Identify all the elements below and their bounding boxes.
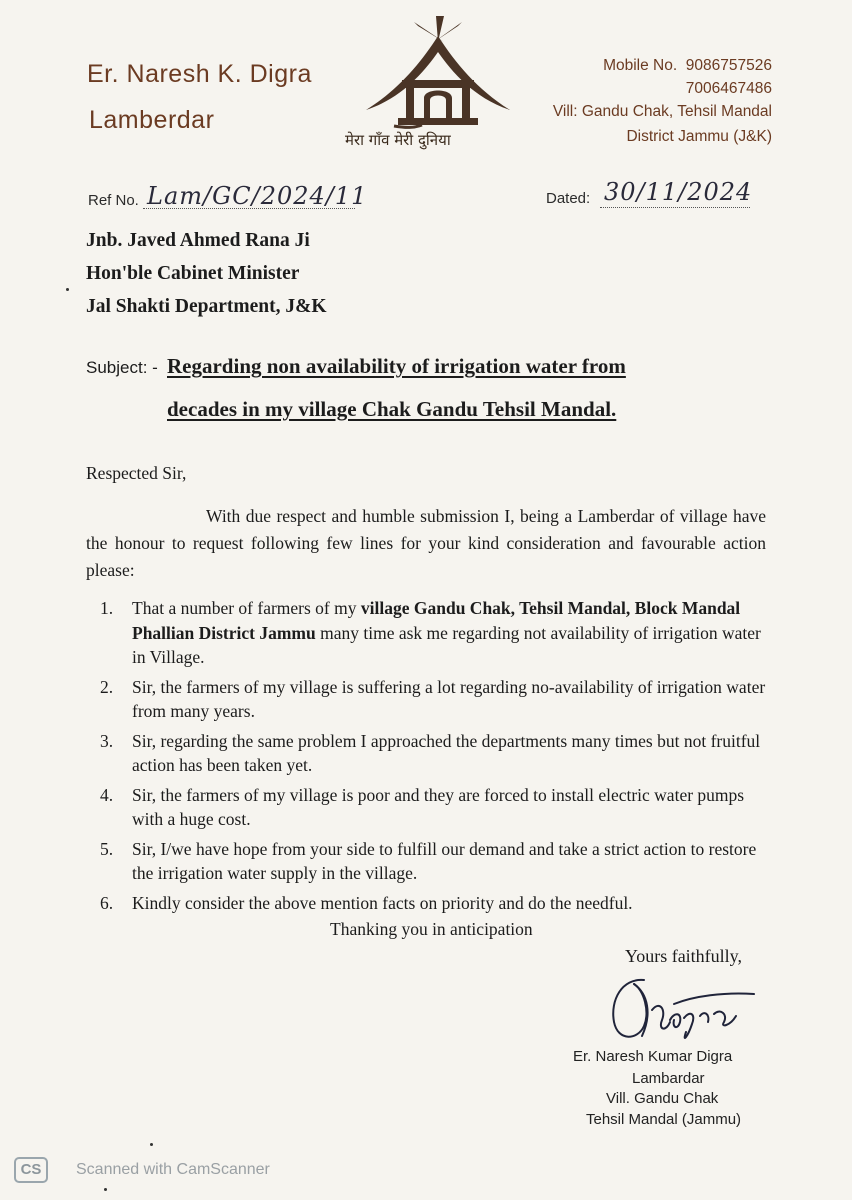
handwritten-signature-icon <box>604 970 764 1050</box>
date-value: 30/11/2024 <box>604 178 753 206</box>
camscanner-logo: CS <box>14 1157 48 1183</box>
salutation: Respected Sir, <box>86 463 187 483</box>
letterhead-mobile-2: 7006467486 <box>685 80 772 97</box>
letterhead-name: Er. Naresh K. Digra <box>87 60 312 88</box>
list-item: 2. Sir, the farmers of my village is suffering a lot regarding no-availability of irrigation water from many years. <box>100 676 766 721</box>
signer-name: Er. Naresh Kumar Digra <box>573 1048 733 1065</box>
date-underline <box>600 207 750 208</box>
ref-number: Lam/GC/2024/11 <box>147 182 368 210</box>
date-label: Dated: <box>546 190 591 207</box>
village-house-logo-icon <box>358 12 518 130</box>
ref-label: Ref No. <box>88 192 139 209</box>
list-item: 1. That a number of farmers of my village Gandu Chak, Tehsil Mandal, Block Mandal Phallian District Jammu many time ask me regarding not availability of irrigation water in Village. <box>100 598 761 667</box>
yours-faithfully: Yours faithfully, <box>625 946 743 966</box>
subject-label: Subject: - <box>86 358 158 377</box>
addressee-name: Jnb. Javed Ahmed Rana Ji <box>86 230 310 251</box>
letterhead-mobile-1: Mobile No. 9086757526 <box>603 57 772 74</box>
subject-line-2: decades in my village Chak Gandu Tehsil Mandal. <box>167 397 617 421</box>
addressee-department: Jal Shakti Department, J&K <box>86 296 327 317</box>
scan-speck <box>66 288 69 291</box>
letterhead-tagline: मेरा गाँव मेरी दुनिया <box>345 131 451 149</box>
addressee-title: Hon'ble Cabinet Minister <box>86 263 300 284</box>
list-item: 5. Sir, I/we have hope from your side to fulfill our demand and take a strict action to restore the irrigation water supply in the village. <box>100 838 757 883</box>
letterhead-village: Vill: Gandu Chak, Tehsil Mandal <box>552 103 772 120</box>
closing-line: Thanking you in anticipation <box>330 919 533 939</box>
points-list <box>100 596 770 920</box>
intro-paragraph: With due respect and humble submission I, being a Lamberdar of village have the honour to request following few lines for your kind consideration and favourable action please: <box>86 506 766 580</box>
letterhead-district: District Jammu (J&K) <box>626 128 772 145</box>
camscanner-watermark: Scanned with CamScanner <box>76 1161 270 1178</box>
list-item: 3. Sir, regarding the same problem I approached the departments many times but not fruitful action has been taken yet. <box>100 730 761 775</box>
signer-village: Vill. Gandu Chak <box>606 1090 719 1107</box>
signer-tehsil: Tehsil Mandal (Jammu) <box>586 1111 742 1128</box>
letterhead-role: Lamberdar <box>89 106 215 134</box>
scan-speck <box>150 1143 153 1146</box>
scan-speck <box>104 1188 107 1191</box>
subject-line-1: Regarding non availability of irrigation water from <box>167 354 626 378</box>
signer-title: Lambardar <box>632 1070 705 1087</box>
list-item: 4. Sir, the farmers of my village is poor and they are forced to install electric water pumps with a huge cost. <box>100 784 745 829</box>
list-item: 6. Kindly consider the above mention facts on priority and do the needful. <box>100 892 633 913</box>
